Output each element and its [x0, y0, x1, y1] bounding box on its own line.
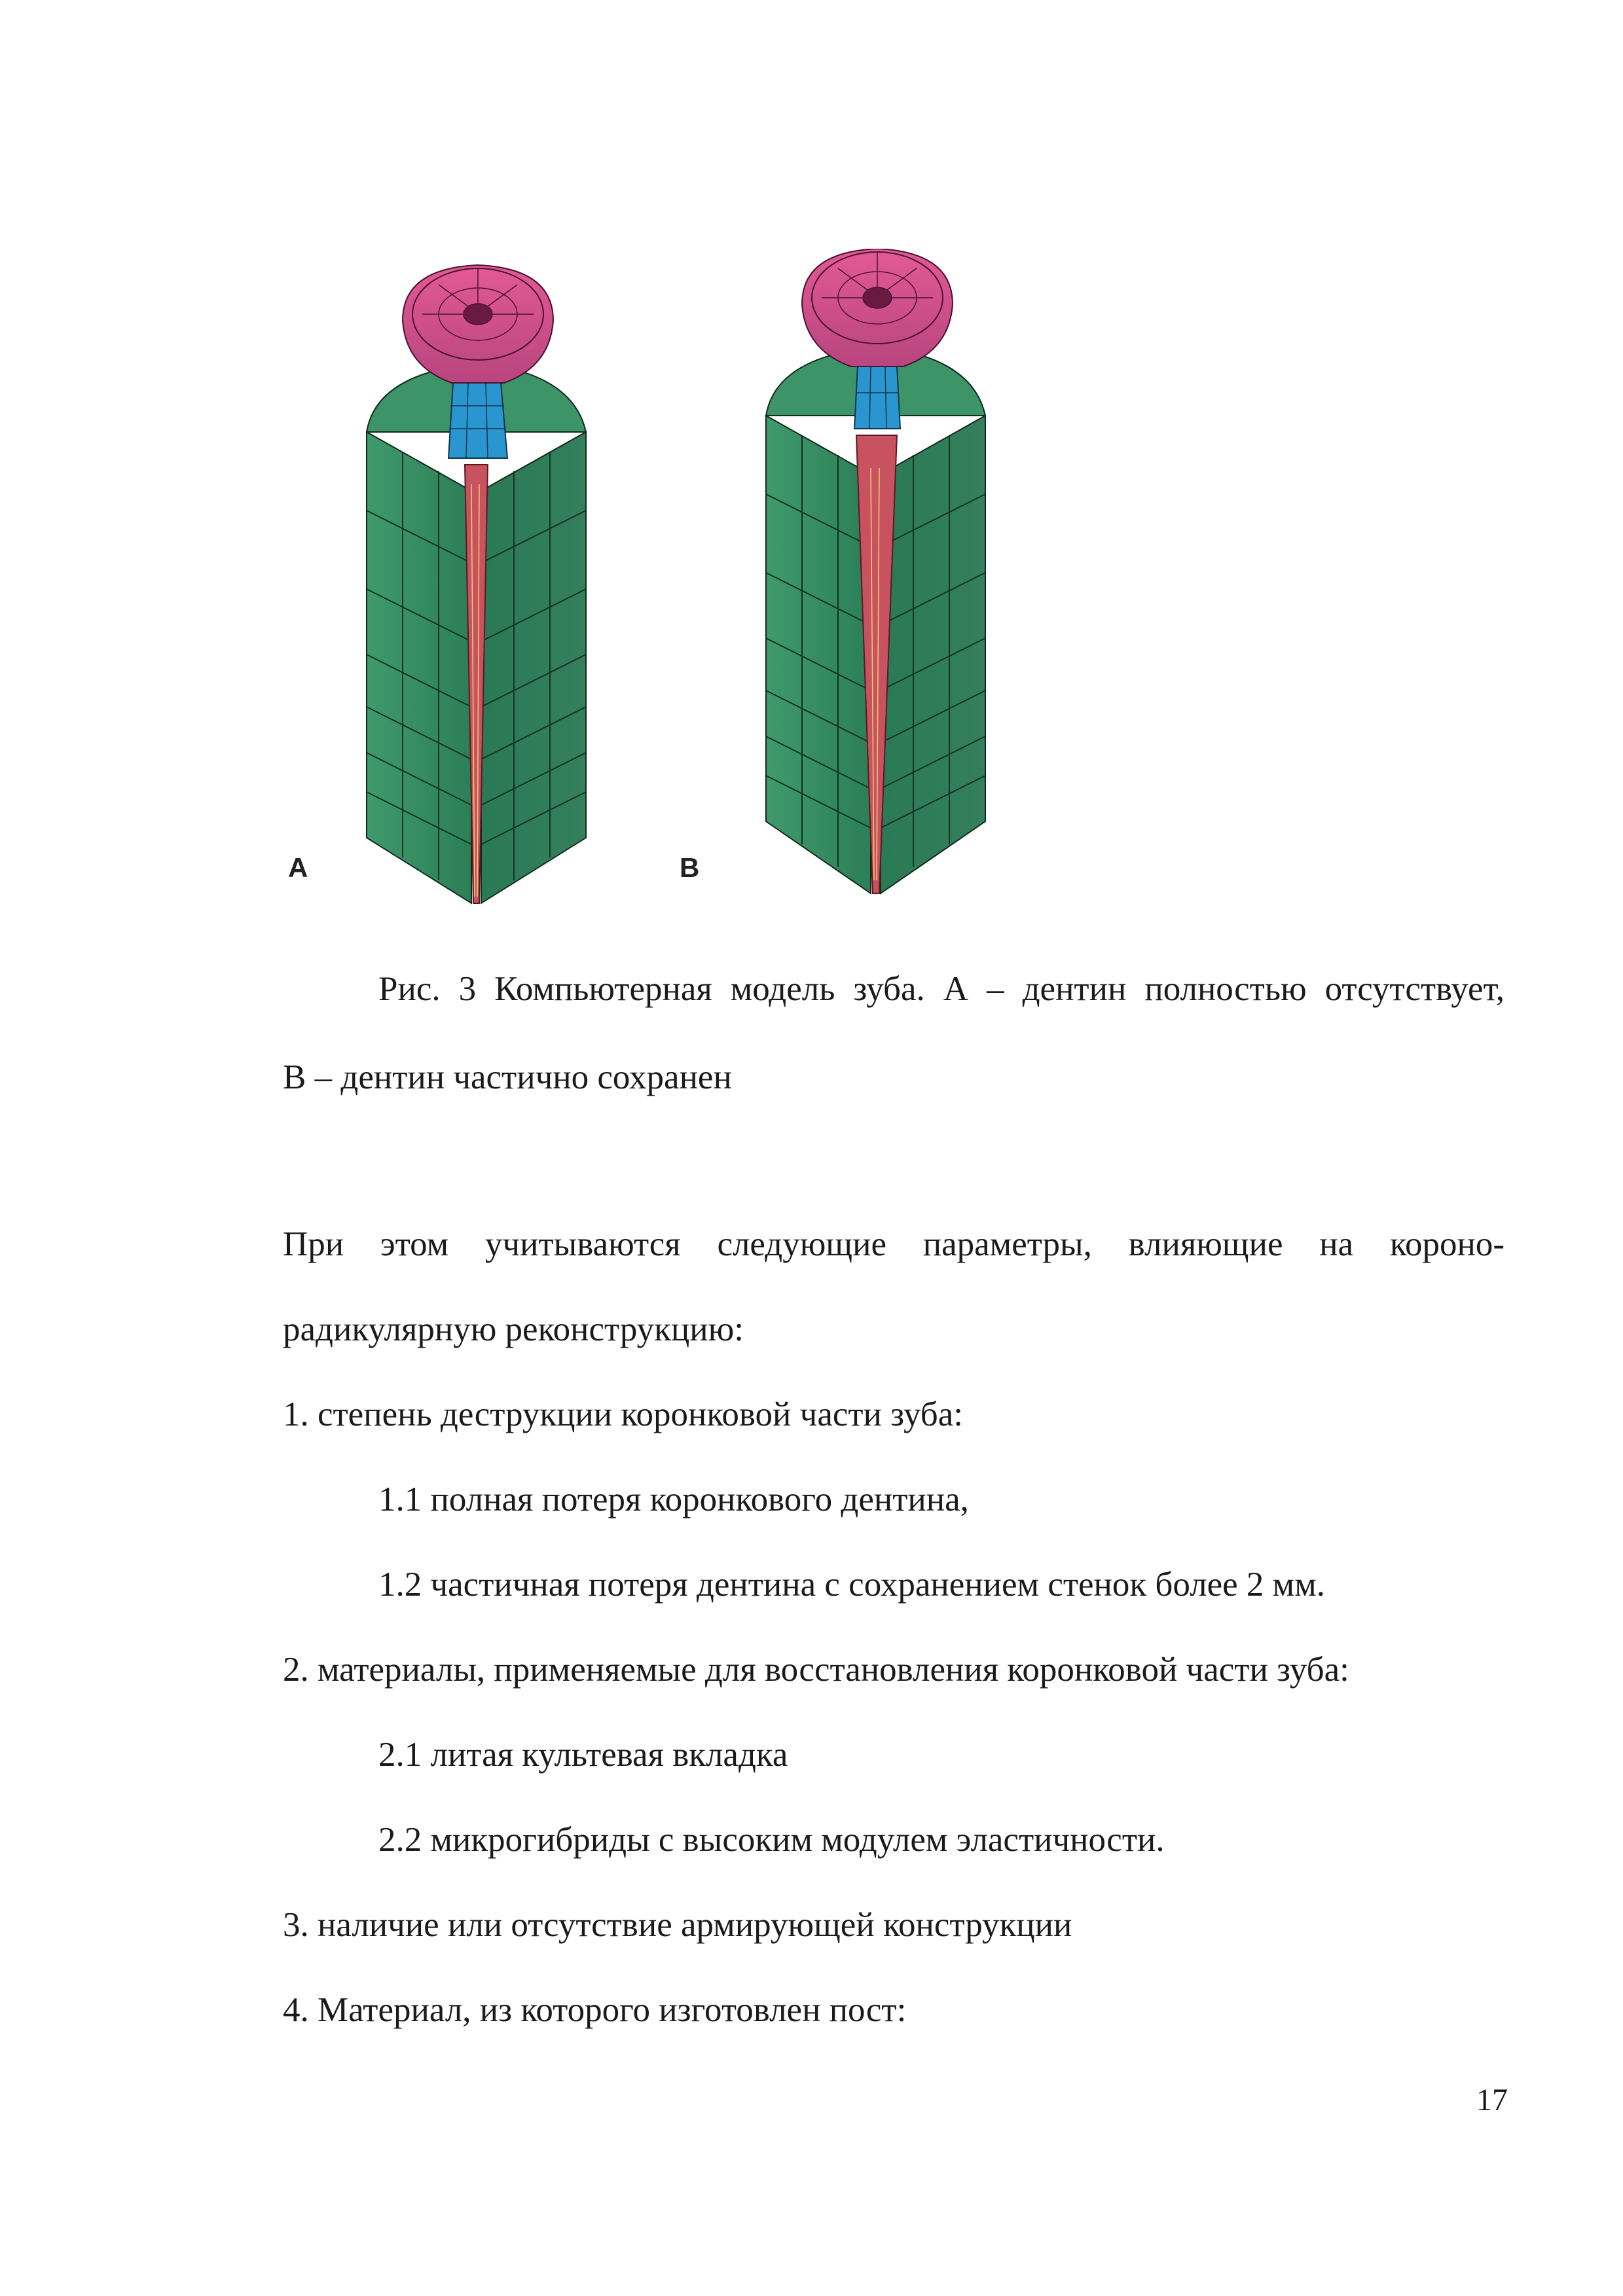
- list-item: 4. Материал, из которого изготовлен пост:: [283, 1991, 907, 2029]
- model-b: [766, 249, 985, 893]
- list-item: 1.1 полная потеря коронкового дентина,: [378, 1480, 969, 1518]
- figure-label-b: B: [680, 852, 700, 883]
- intro-paragraph-line-1: При этом учитываются следующие параметры, влияющие на короно-: [283, 1225, 1504, 1263]
- list-item: 3. наличие или отсутствие армирующей конструкции: [283, 1906, 1072, 1944]
- list-item: 2.2 микрогибриды с высоким модулем эластичности.: [378, 1821, 1165, 1859]
- tooth-models-illustration: [262, 249, 1113, 929]
- list-item: 2.1 литая культевая вкладка: [378, 1736, 788, 1774]
- intro-paragraph-line-2: радикулярную реконструкцию:: [283, 1310, 744, 1348]
- list-item: 1. степень деструкции коронковой части зуба:: [283, 1395, 963, 1433]
- list-item: 1.2 частичная потеря дентина с сохранением стенок более 2 мм.: [378, 1566, 1325, 1604]
- list-item: 2. материалы, применяемые для восстановления коронковой части зуба:: [283, 1651, 1349, 1689]
- figure-caption-line-1: Рис. 3 Компьютерная модель зуба. А – дентин полностью отсутствует,: [378, 970, 1504, 1008]
- figure-caption-line-2: В – дентин частично сохранен: [283, 1058, 732, 1096]
- model-a: [367, 265, 586, 903]
- tooth-model-figure: [262, 249, 1113, 929]
- figure-label-a: A: [288, 852, 308, 883]
- page-number: 17: [1476, 2083, 1508, 2117]
